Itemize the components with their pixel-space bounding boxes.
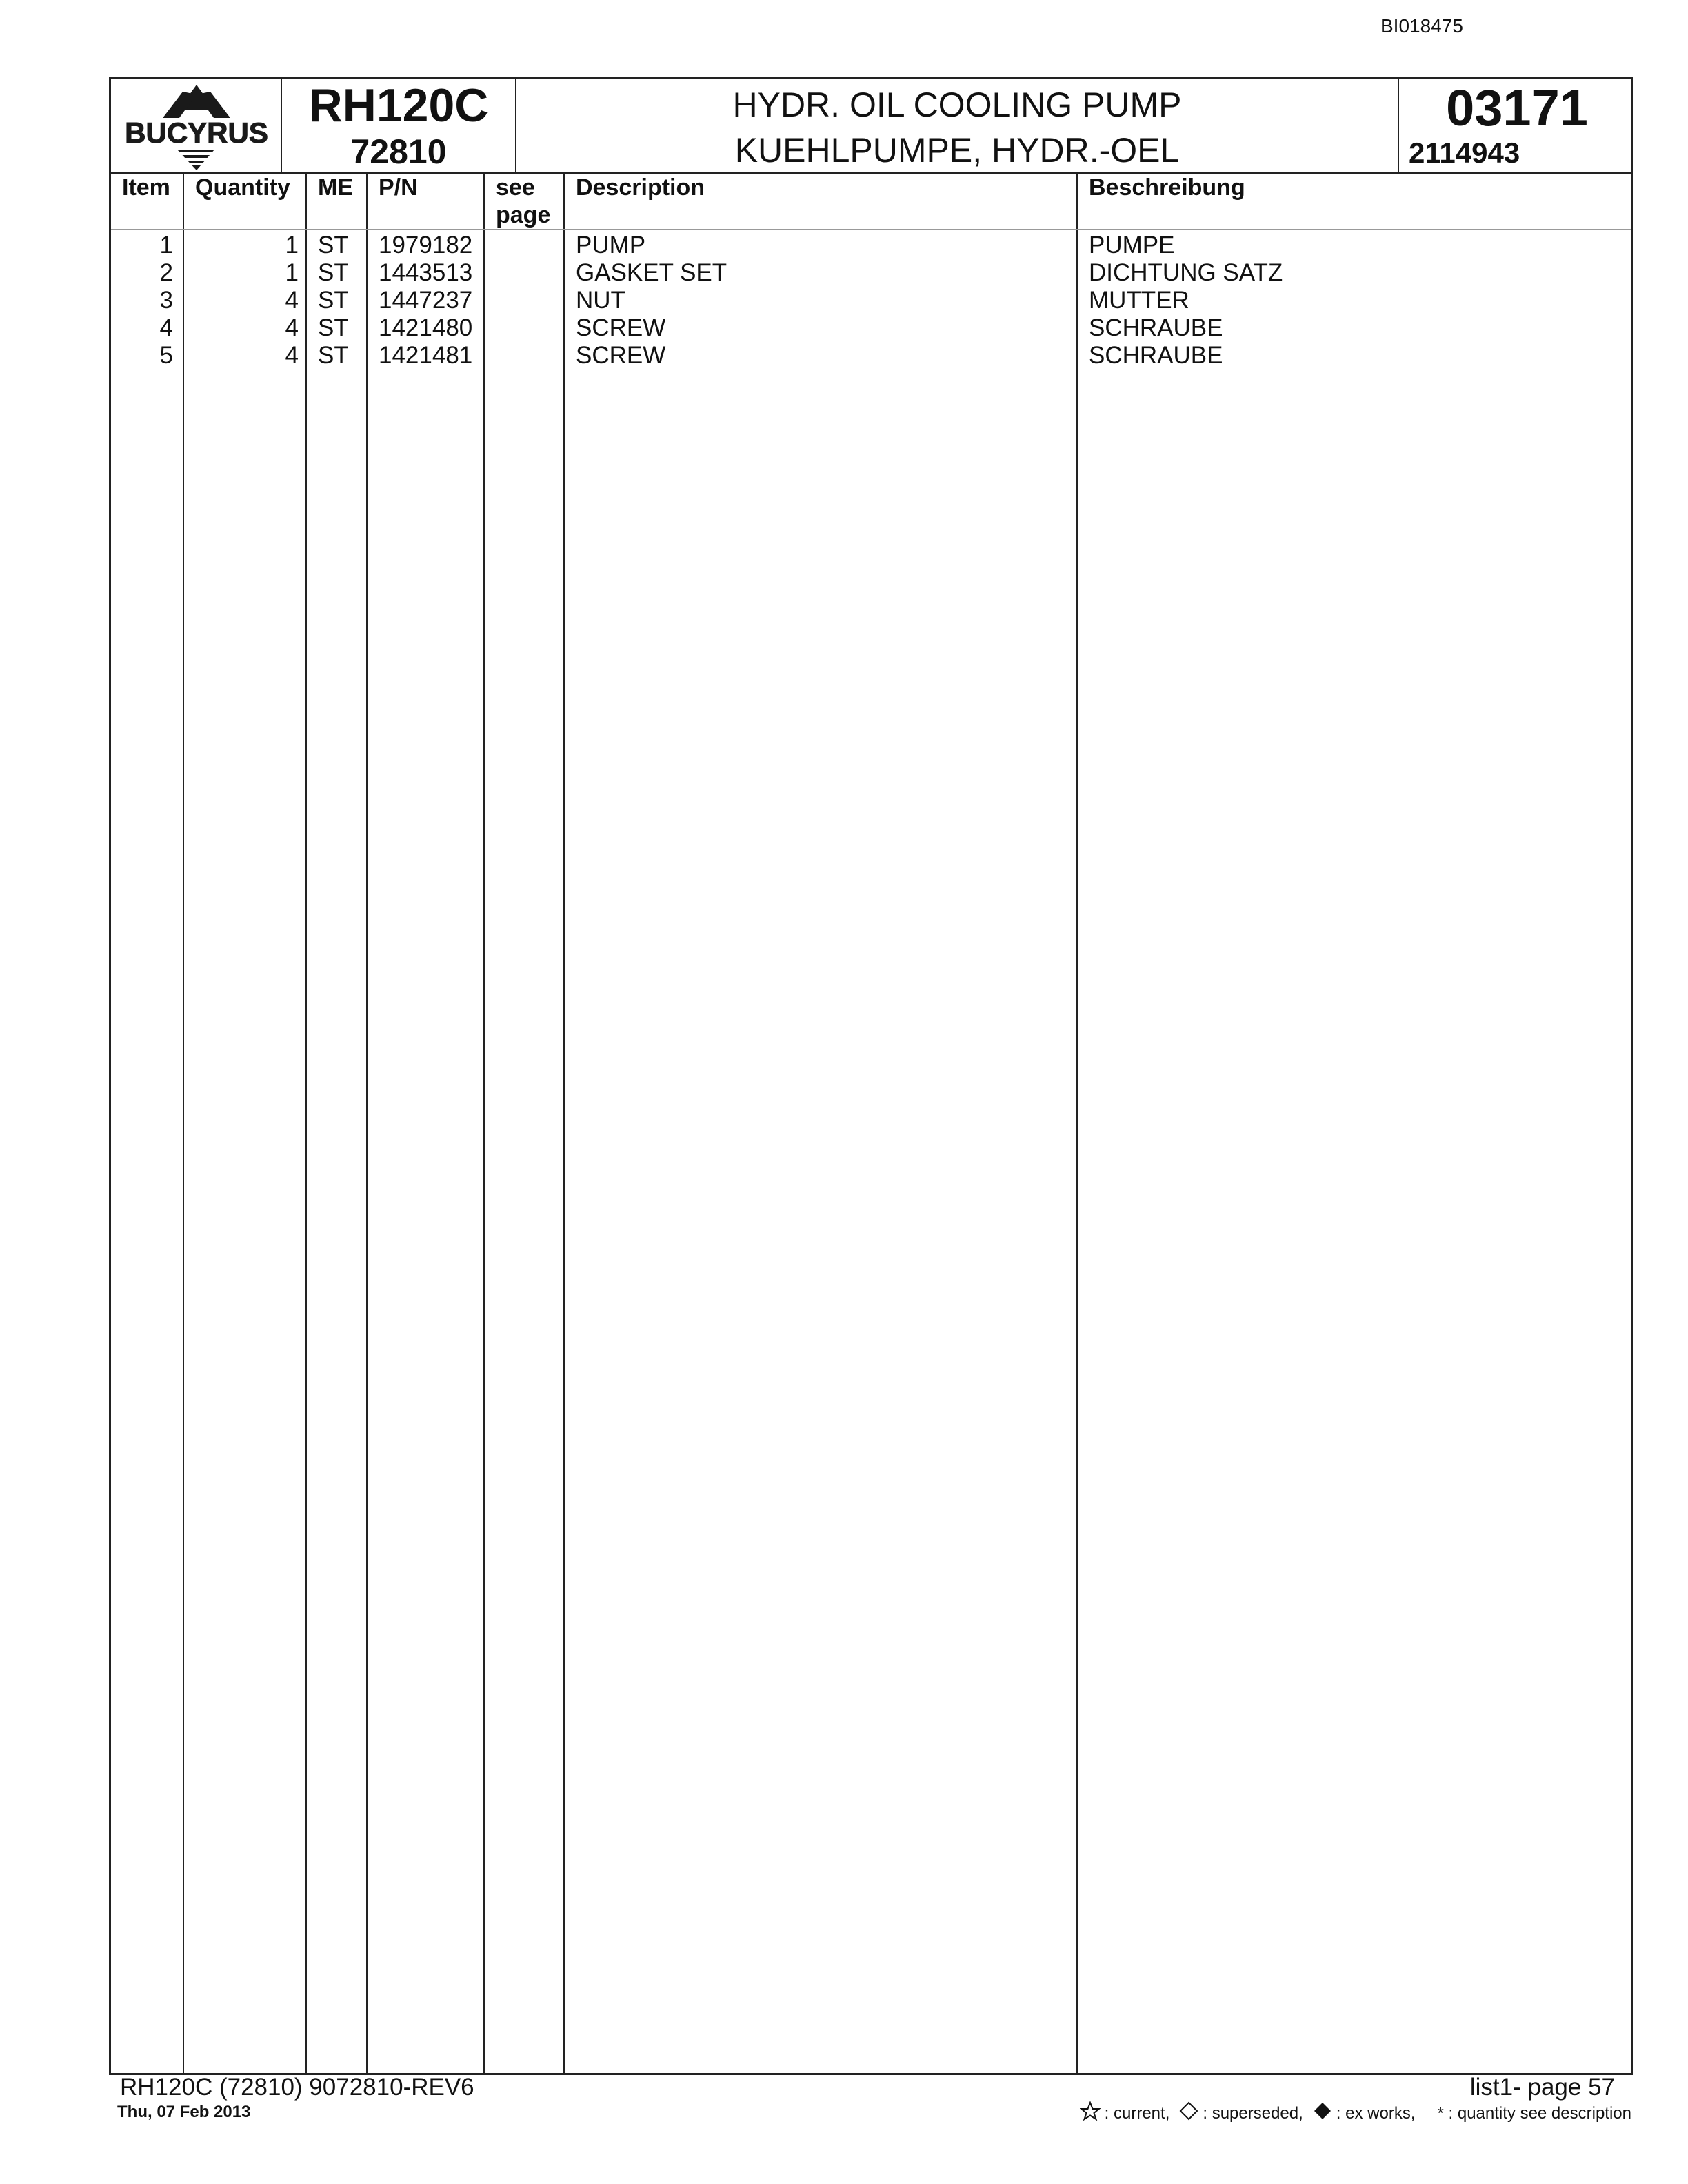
diamond-outline-icon bbox=[1179, 2101, 1198, 2125]
group-sub-number: 2114943 bbox=[1409, 136, 1520, 169]
description-cell: NUT bbox=[576, 287, 625, 314]
me-cell: ST bbox=[318, 314, 349, 341]
description-cell: SCREW bbox=[576, 314, 666, 341]
description-cell: GASKET SET bbox=[576, 259, 727, 286]
footer-date: Thu, 07 Feb 2013 bbox=[117, 2103, 251, 2121]
quantity-cell: 4 bbox=[285, 314, 299, 341]
diamond-filled-icon bbox=[1313, 2101, 1332, 2125]
title-german: KUEHLPUMPE, HYDR.-OEL bbox=[734, 131, 1180, 170]
logo-cell bbox=[111, 79, 282, 172]
me-cell: ST bbox=[318, 287, 349, 314]
column-header-item: Item bbox=[122, 174, 170, 201]
header-rule bbox=[111, 229, 1631, 230]
legend-ex-works: : ex works, bbox=[1336, 2103, 1416, 2123]
column-divider bbox=[305, 174, 307, 2073]
pn-cell: 1443513 bbox=[379, 259, 473, 286]
me-cell: ST bbox=[318, 342, 349, 369]
beschreibung-cell: SCHRAUBE bbox=[1089, 342, 1223, 369]
column-header-beschreibung: Beschreibung bbox=[1089, 174, 1245, 201]
column-divider bbox=[183, 174, 184, 2073]
quantity-cell: 4 bbox=[285, 342, 299, 369]
document-id: BI018475 bbox=[1380, 15, 1463, 37]
me-cell: ST bbox=[318, 259, 349, 286]
page-header bbox=[109, 77, 1633, 174]
column-header-see-page: see bbox=[496, 174, 535, 201]
column-divider bbox=[366, 174, 368, 2073]
bucyrus-logo bbox=[111, 79, 282, 172]
item-cell: 4 bbox=[159, 314, 173, 341]
star-outline-icon bbox=[1080, 2101, 1101, 2125]
column-header-pn: P/N bbox=[379, 174, 418, 201]
model-number: 72810 bbox=[350, 132, 447, 171]
column-divider bbox=[1076, 174, 1078, 2073]
svg-text:BUCYRUS: BUCYRUS bbox=[125, 117, 268, 149]
pn-cell: 1979182 bbox=[379, 232, 473, 259]
pn-cell: 1421481 bbox=[379, 342, 473, 369]
column-divider bbox=[483, 174, 485, 2073]
beschreibung-cell: MUTTER bbox=[1089, 287, 1189, 314]
quantity-cell: 1 bbox=[285, 259, 299, 286]
beschreibung-cell: DICHTUNG SATZ bbox=[1089, 259, 1283, 286]
group-number: 03171 bbox=[1446, 79, 1588, 136]
title-english: HYDR. OIL COOLING PUMP bbox=[732, 85, 1182, 124]
description-cell: PUMP bbox=[576, 232, 646, 259]
description-cell: SCREW bbox=[576, 342, 666, 369]
column-header-see-page-2: page bbox=[496, 202, 551, 228]
column-header-me: ME bbox=[318, 174, 353, 201]
column-header-description: Description bbox=[576, 174, 705, 201]
model-cell bbox=[282, 79, 516, 172]
legend-current: : current, bbox=[1104, 2103, 1170, 2123]
model-name: RH120C bbox=[308, 79, 489, 132]
footer-page: list1- page 57 bbox=[1469, 2074, 1615, 2101]
item-cell: 2 bbox=[159, 259, 173, 286]
pn-cell: 1421480 bbox=[379, 314, 473, 341]
pn-cell: 1447237 bbox=[379, 287, 473, 314]
title-cell bbox=[516, 79, 1399, 172]
footer-doc-ref: RH120C (72810) 9072810-REV6 bbox=[120, 2074, 474, 2101]
quantity-cell: 4 bbox=[285, 287, 299, 314]
legend bbox=[1070, 2101, 1631, 2125]
legend-quantity: * : quantity see description bbox=[1437, 2103, 1631, 2123]
beschreibung-cell: PUMPE bbox=[1089, 232, 1175, 259]
legend-superseded: : superseded, bbox=[1203, 2103, 1303, 2123]
item-cell: 1 bbox=[159, 232, 173, 259]
item-cell: 3 bbox=[159, 287, 173, 314]
me-cell: ST bbox=[318, 232, 349, 259]
quantity-cell: 1 bbox=[285, 232, 299, 259]
column-divider bbox=[563, 174, 565, 2073]
group-cell bbox=[1399, 79, 1635, 172]
item-cell: 5 bbox=[159, 342, 173, 369]
parts-table bbox=[109, 174, 1633, 2075]
beschreibung-cell: SCHRAUBE bbox=[1089, 314, 1223, 341]
column-header-quantity: Quantity bbox=[195, 174, 290, 201]
